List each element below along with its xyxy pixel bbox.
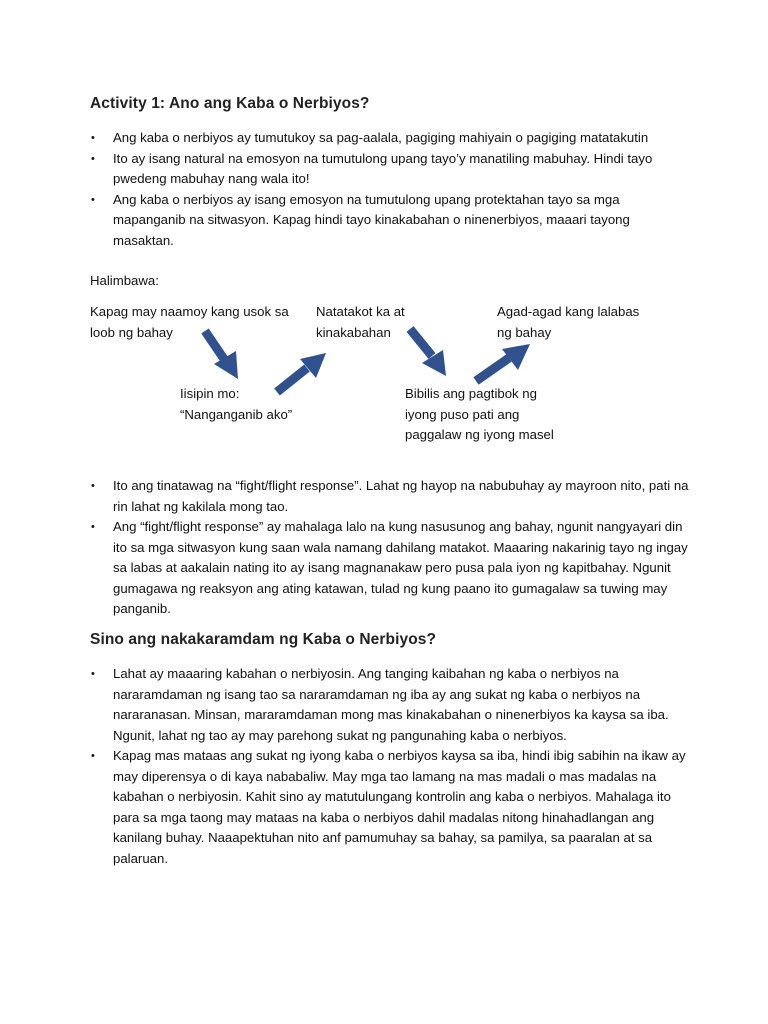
arrow-1-icon	[205, 331, 238, 379]
flow-step-exit-house: Agad-agad kang lalabas ng bahay	[497, 304, 640, 340]
bullet-icon: •	[91, 521, 95, 533]
example-label: Halimbawa:	[90, 273, 159, 288]
list-item: • Ito ay isang natural na emosyon na tumutulong upang tayo’y manatiling mabuhay. Hindi tayo pwedeng mabuhay nang wala ito!	[91, 150, 653, 186]
who-feels-bullet-list	[90, 664, 690, 869]
flow-step-smell-smoke: Kapag may naamoy kang usok sa loob ng bahay	[90, 304, 289, 340]
bullet-icon: •	[91, 193, 95, 206]
flow-step-think-danger: Iisipin mo: “Nanganganib ako”	[180, 386, 293, 422]
list-item: • Kapag mas mataas ang sukat ng iyong kaba o nerbiyos kaysa sa iba, hindi ibig sabihin na ikaw ay may diperensya o di kaya nababaliw. May mga tao lamang na mas madali o mas madalas na kabahan o nerbiyosin. Kahit sino ay matutulungang kontrolin ang kaba o nerbiyos. Mahalaga ito para sa mga taong may mataas na kaba o nerbiyos dahil madalas nitong hinahadlangan ang kanilang buhay. Naaapektuhan nito anf pamumuhay sa bahay, sa pamilya, sa paaralan at sa palaruan.	[91, 748, 686, 866]
fight-flight-bullet-list	[90, 476, 690, 620]
list-item: • Ang kaba o nerbiyos ay isang emosyon na tumutulong upang protektahan tayo sa mga mapanganib na sitwasyon. Kapag hindi tayo kinakabahan o ninenerbiyos, maaari tayong masaktan.	[91, 191, 630, 248]
who-feels-heading: Sino ang nakakaramdam ng Kaba o Nerbiyos?	[90, 631, 437, 648]
list-item: • Lahat ay maaaring kabahan o nerbiyosin. Ang tanging kaibahan ng kaba o nerbiyos na nararamdaman ng isang tao sa nararamdaman ng iba ay ang sukat ng kaba o nerbiyos na nararanasan. Minsan, mararamdaman mong mas kinakabahan o ninenerbiyos ka kaysa sa iba. Ngunit, lahat ng tao ay may parehong sukat ng pangunahing kaba o nerbiyos.	[91, 666, 669, 743]
flow-step-feel-fear: Natatakot ka at kinakabahan	[316, 304, 405, 340]
list-item: • Ang “fight/flight response” ay mahalaga lalo na kung nasusunog ang bahay, ngunit nangyayari din ito sa mga sitwasyon kung saan wala namang dahilang matakot. Maaaring nakarinig tayo ng ingay sa labas at aakalain nating ito ay isang magnanakaw pero pusa pala iyon ng kapitbahay. Ngunit gumagawa ng reaksyon ang ating katawan, tulad ng kung paano ito gumagalaw sa tuwing may panganib.	[91, 519, 688, 616]
bullet-icon: •	[91, 668, 95, 680]
bullet-icon: •	[91, 132, 95, 144]
bullet-icon: •	[91, 152, 95, 165]
bullet-icon: •	[91, 750, 95, 762]
activity-heading: Activity 1: Ano ang Kaba o Nerbiyos?	[90, 95, 370, 112]
list-item: • Ang kaba o nerbiyos ay tumutukoy sa pag-aalala, pagiging mahiyain o pagiging matatakutin	[90, 128, 690, 149]
list-item: • Ito ang tinatawag na “fight/flight response”. Lahat ng hayop na nabubuhay ay mayroon nito, pati na rin lahat ng kakilala mong tao.	[91, 478, 689, 514]
flow-step-heart-racing: Bibilis ang pagtibok ng iyong puso pati ang paggalaw ng iyong masel	[405, 386, 554, 442]
bullet-icon: •	[91, 480, 95, 492]
